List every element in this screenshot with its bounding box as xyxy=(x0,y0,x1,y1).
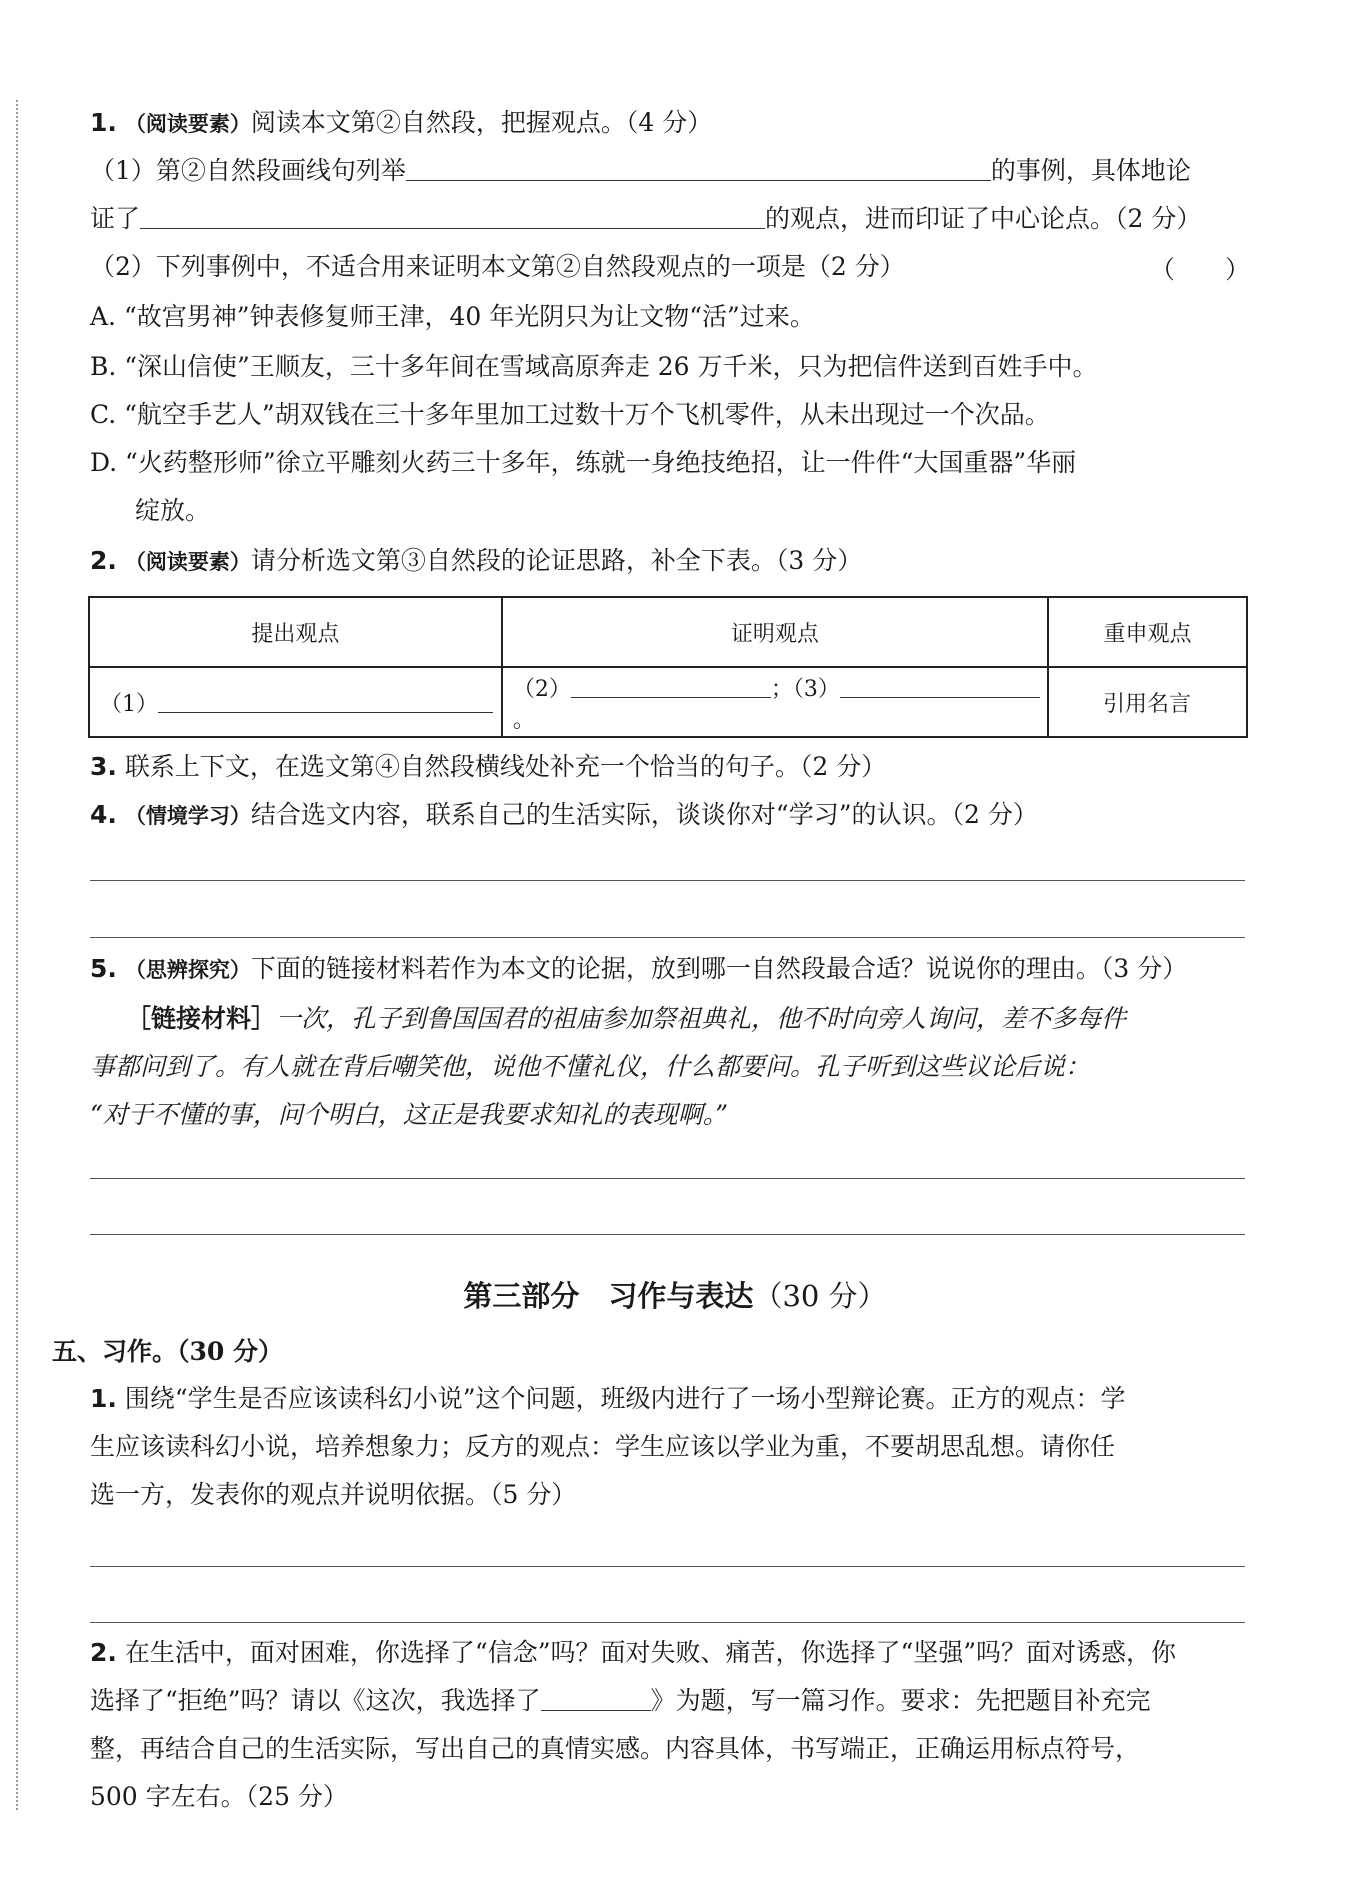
w2-number: 2. xyxy=(90,1638,117,1667)
q4-stem xyxy=(90,798,1038,833)
w1-line2: 生应该读科幻小说，培养想象力；反方的观点：学生应该以学业为重，不要胡思乱想。请你任 xyxy=(90,1432,1116,1461)
q1-option-d-cont: 绽放。 xyxy=(135,496,211,525)
w2-text2b: 》为题，写一篇习作。要求：先把题目补充完 xyxy=(650,1686,1151,1715)
q2-blank-1[interactable] xyxy=(158,686,493,713)
q1-option-c: C. “航空手艺人”胡双钱在三十多年里加工过数十万个飞机零件，从未出现过一个次品。 xyxy=(90,400,1050,429)
w1-answer-line-2[interactable] xyxy=(90,1622,1245,1623)
part3-title xyxy=(0,1276,1350,1316)
part3-points: （30 分） xyxy=(753,1279,887,1313)
q1-answer-paren[interactable]: （ ） xyxy=(1149,255,1250,284)
q2-cell-3-label: ；（3） xyxy=(770,676,840,702)
q1-option-b: B. “深山信使”王顺友，三十多年间在雪域高原奔走 26 万千米，只为把信件送到百姓手中。 xyxy=(90,352,1098,381)
part3-title-text: 第三部分 习作与表达 xyxy=(463,1279,754,1313)
q4-answer-line-2[interactable] xyxy=(90,937,1245,938)
q2-cell-1[interactable] xyxy=(89,667,502,737)
margin-rule xyxy=(16,100,18,1810)
q1-sub1-suffix2: 的观点，进而印证了中心论点。（2 分） xyxy=(765,204,1202,233)
q2-cell-restate: 引用名言 xyxy=(1048,667,1247,737)
q1-blank-2[interactable] xyxy=(140,202,765,229)
q1-sub1-suffix: 的事例，具体地论 xyxy=(990,156,1191,185)
q3-number: 3. xyxy=(90,752,117,781)
w2-line2 xyxy=(90,1684,1151,1718)
w2-text1: 在生活中，面对困难，你选择了“信念”吗？面对失败、痛苦，你选择了“坚强”吗？面对诱惑，你 xyxy=(124,1638,1177,1667)
q5-answer-line-2[interactable] xyxy=(90,1234,1245,1235)
w2-line1 xyxy=(90,1636,1176,1670)
q1-sub1-prefix: （1）第②自然段画线句列举 xyxy=(90,156,406,185)
q1-stem xyxy=(90,106,712,141)
w2-line4: 500 字左右。（25 分） xyxy=(90,1782,348,1811)
w2-line3: 整，再结合自己的生活实际，写出自己的真情实感。内容具体，书写端正，正确运用标点符号， xyxy=(90,1734,1141,1763)
q1-text: 阅读本文第②自然段，把握观点。（4 分） xyxy=(250,108,713,137)
sec5-title: 五、习作。 xyxy=(52,1337,178,1366)
sec5-points: （30 分） xyxy=(177,1337,284,1366)
q4-answer-line-1[interactable] xyxy=(90,880,1245,881)
q5-tag: （思辨探究） xyxy=(124,957,251,982)
q5-material-line3: “对于不懂的事，问个明白，这正是我要求知礼的表现啊。” xyxy=(90,1100,729,1129)
q2-blank-2[interactable] xyxy=(571,671,771,698)
q2-header-propose: 提出观点 xyxy=(89,597,502,667)
q2-header-prove: 证明观点 xyxy=(502,597,1048,667)
q2-cell-2[interactable] xyxy=(502,667,1048,737)
q3-text: 联系上下文，在选文第④自然段横线处补充一个恰当的句子。（2 分） xyxy=(124,752,887,781)
q5-link-label: ［链接材料］ xyxy=(126,1004,277,1033)
q5-material-text1: 一次，孔子到鲁国国君的祖庙参加祭祖典礼，他不时向旁人询问，差不多每件 xyxy=(276,1004,1127,1033)
w1-text1: 围绕“学生是否应该读科幻小说”这个问题，班级内进行了一场小型辩论赛。正方的观点：学 xyxy=(124,1384,1126,1413)
q5-material-line2: 事都问到了。有人就在背后嘲笑他，说他不懂礼仪，什么都要问。孔子听到这些议论后说： xyxy=(90,1052,1091,1081)
q4-number: 4. xyxy=(90,800,117,829)
q5-stem xyxy=(90,952,1187,987)
q2-blank-3[interactable] xyxy=(840,671,1040,698)
q1-number: 1. xyxy=(90,108,117,137)
q2-cell-2-end: 。 xyxy=(512,707,535,733)
q5-answer-line-1[interactable] xyxy=(90,1178,1245,1179)
q1-tag: （阅读要素） xyxy=(124,111,251,136)
q3-stem xyxy=(90,750,886,784)
w1-line1 xyxy=(90,1382,1125,1416)
q5-number: 5. xyxy=(90,954,117,983)
q2-stem xyxy=(90,544,862,579)
q1-sub1-line1 xyxy=(90,154,1191,188)
q1-blank-1[interactable] xyxy=(406,154,991,181)
q2-text: 请分析选文第③自然段的论证思路，补全下表。（3 分） xyxy=(250,546,863,575)
q2-header-restate: 重申观点 xyxy=(1048,597,1247,667)
q1-sub1-prefix2: 证了 xyxy=(90,204,141,233)
q1-option-a: A. “故宫男神”钟表修复师王津，40 年光阴只为让文物“活”过来。 xyxy=(90,302,815,331)
w1-line3: 选一方，发表你的观点并说明依据。（5 分） xyxy=(90,1480,577,1509)
q1-sub2: （2）下列事例中，不适合用来证明本文第②自然段观点的一项是（2 分） xyxy=(90,252,905,281)
q2-cell-1-label: （1） xyxy=(100,692,158,717)
q5-text: 下面的链接材料若作为本文的论据，放到哪一自然段最合适？说说你的理由。（3 分） xyxy=(250,954,1188,983)
q2-number: 2. xyxy=(90,546,117,575)
w2-text2a: 选择了“拒绝”吗？请以《这次，我选择了 xyxy=(90,1686,541,1715)
q2-tag: （阅读要素） xyxy=(124,549,251,574)
q1-sub1-line2 xyxy=(90,202,1201,236)
q2-table xyxy=(88,596,1248,738)
q4-tag: （情境学习） xyxy=(124,803,251,828)
w2-title-blank[interactable] xyxy=(541,1684,651,1711)
w1-answer-line-1[interactable] xyxy=(90,1566,1245,1567)
q1-option-d: D. “火药整形师”徐立平雕刻火药三十多年，练就一身绝技绝招，让一件件“大国重器”华丽 xyxy=(90,448,1077,477)
sec5-heading xyxy=(52,1332,283,1368)
q4-text: 结合选文内容，联系自己的生活实际，谈谈你对“学习”的认识。（2 分） xyxy=(250,800,1038,829)
w1-number: 1. xyxy=(90,1384,117,1413)
q2-cell-2-label: （2） xyxy=(512,676,571,702)
q5-material-line1 xyxy=(90,994,1250,1044)
